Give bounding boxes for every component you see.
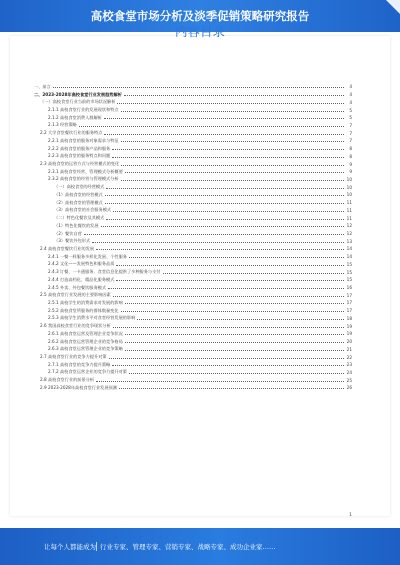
toc-dot-leader <box>53 87 344 88</box>
toc-entry[interactable] <box>34 299 352 307</box>
toc-dot-leader <box>112 157 344 158</box>
toc-dot-leader <box>121 165 344 166</box>
toc-entry-text: （1）特色化餐饮的发展 <box>54 222 99 228</box>
toc-entry-page: 7 <box>349 122 352 128</box>
toc-entry[interactable] <box>34 369 352 377</box>
toc-entry[interactable] <box>34 199 352 207</box>
toc-entry-text: （3）餐饮外包形式 <box>54 238 91 244</box>
toc-entry-text: 2.1.1 高校食堂行业的发展现状和特点 <box>48 107 119 113</box>
toc-entry[interactable] <box>34 207 352 215</box>
toc-entry[interactable] <box>34 315 352 323</box>
toc-entry[interactable] <box>34 137 352 145</box>
toc-entry-text: 2.2.3 高校食堂的服务特点和问题 <box>48 153 111 159</box>
toc-entry[interactable] <box>34 353 352 361</box>
toc-entry-page: 24 <box>346 369 352 375</box>
toc-entry-page: 10 <box>346 176 352 182</box>
toc-dot-leader <box>124 95 344 96</box>
toc-entry-text: 2.4.4 打造高档化、精品化服务模式 <box>48 276 115 282</box>
toc-entry-text: （二）特色化餐饮及其模式 <box>54 215 105 221</box>
toc-dot-leader <box>113 296 344 297</box>
footer-slogan-right: 行业专家、管理专家、营销专家、战略专家、成功企业家…… <box>100 543 276 551</box>
toc-entry-page: 4 <box>349 99 352 105</box>
toc-entry[interactable] <box>34 91 352 99</box>
toc-entry-page: 25 <box>346 377 352 383</box>
toc-entry[interactable] <box>34 214 352 222</box>
toc-entry[interactable] <box>34 152 352 160</box>
toc-dot-leader <box>105 203 344 204</box>
toc-entry[interactable] <box>34 160 352 168</box>
toc-entry[interactable] <box>34 276 352 284</box>
toc-entry-text: 2.4.2 文化——发展特色和服务品质 <box>48 261 115 267</box>
toc-entry-text: 2.3 高校食堂的运营方式与经营模式的变化 <box>40 161 120 167</box>
toc-dot-leader <box>108 288 344 289</box>
toc-entry-page: 23 <box>346 362 352 368</box>
toc-dot-leader <box>116 280 344 281</box>
toc-entry-text: 2.4.3 订餐、一卡通服务、食堂信息化提供了多种服务与支付 <box>48 269 161 275</box>
toc-entry-page: 5 <box>349 107 352 113</box>
toc-dot-leader <box>125 334 344 335</box>
toc-dot-leader <box>112 149 344 150</box>
toc-entry[interactable] <box>34 222 352 230</box>
toc-entry-text: 2.2 大学食堂餐饮行业的服务特点 <box>40 130 103 136</box>
toc-entry[interactable] <box>34 129 352 137</box>
toc-entry-text: 2.6.3 高校食堂运营管理企业的竞争策略 <box>48 346 123 352</box>
toc-entry-text: 2.2.1 高校食堂的服务对象需求与特征 <box>48 137 119 143</box>
toc-entry-text: 2.5.2 高校食堂所服务的群体数量变化 <box>48 307 119 313</box>
toc-entry[interactable] <box>34 191 352 199</box>
toc-entry-page: 4 <box>349 92 352 98</box>
toc-dot-leader <box>104 118 344 119</box>
toc-dot-leader <box>84 234 344 235</box>
toc-heading: 内容目录 <box>174 24 225 39</box>
toc-dot-leader <box>96 381 344 382</box>
toc-entry-text: 2.6.1 高校食堂运营及管理企业竞争状况 <box>48 330 123 336</box>
toc-entry-page: 17 <box>346 300 352 306</box>
toc-entry-page: 4 <box>349 84 352 90</box>
toc-dot-leader <box>101 226 344 227</box>
toc-entry-page: 9 <box>349 161 352 167</box>
toc-entry[interactable] <box>34 307 352 315</box>
footer-banner <box>0 528 400 565</box>
toc-entry-page: 7 <box>349 130 352 136</box>
toc-entry-text: 2.9 2023-2028年高校食堂行业发展预测 <box>40 384 117 390</box>
page-number: 1 <box>349 513 352 518</box>
toc-entry-text: 2.4.5 外卖、外包餐饮服务模式 <box>48 284 107 290</box>
toc-dot-leader <box>113 327 344 328</box>
toc-entry-page: 17 <box>346 292 352 298</box>
toc-entry[interactable] <box>34 261 352 269</box>
footer-divider <box>96 542 97 551</box>
toc-entry-text: 2.5.1 高校学生的消费需求对发展的影响 <box>48 299 123 305</box>
toc-entry-page: 14 <box>346 254 352 260</box>
toc-dot-leader <box>113 211 344 212</box>
toc-dot-leader <box>106 188 344 189</box>
toc-entry-page: 22 <box>346 354 352 360</box>
toc-entry[interactable] <box>34 338 352 346</box>
toc-entry[interactable] <box>34 253 352 261</box>
toc-entry-page: 17 <box>346 308 352 314</box>
toc-entry[interactable] <box>34 176 352 184</box>
toc-entry[interactable] <box>34 106 352 114</box>
toc-entry-text: 2.7.1 高校食堂的竞争力提升策略 <box>48 361 111 367</box>
toc-entry-page: 19 <box>346 331 352 337</box>
toc-dot-leader <box>109 358 344 359</box>
toc-entry-text: 2.3.2 高校食堂的经营与管理模式分析 <box>48 176 119 182</box>
toc-entry-page: 11 <box>346 215 352 221</box>
toc-entry[interactable] <box>34 330 352 338</box>
footer-slogan-left: 让每个人都能成为 <box>44 543 96 551</box>
toc-dot-leader <box>129 373 344 374</box>
toc-entry-text: 2.6 我国高校食堂行业的竞争现状分析 <box>40 323 111 329</box>
toc-dot-leader <box>125 303 344 304</box>
toc-entry[interactable] <box>34 291 352 299</box>
toc-dot-leader <box>125 350 344 351</box>
toc-dot-leader <box>106 219 344 220</box>
toc-entry-text: 2.7 高校食堂行业的竞争力提升对策 <box>40 354 107 360</box>
toc-entry-text: 2.3.1 高校食堂经营、管理模式分析概要 <box>48 168 123 174</box>
toc-entry[interactable] <box>34 237 352 245</box>
toc-dot-leader <box>129 257 344 258</box>
toc-entry-page: 19 <box>346 323 352 329</box>
toc-dot-leader <box>96 249 344 250</box>
toc-dot-leader <box>104 134 344 135</box>
toc-dot-leader <box>137 319 344 320</box>
toc-entry-text: 2.2.2 高校食堂的服务产品和服务 <box>48 145 111 151</box>
toc-dot-leader <box>121 311 344 312</box>
toc-dot-leader <box>125 342 344 343</box>
toc-dot-leader <box>105 195 344 196</box>
toc-entry-page: 26 <box>346 385 352 391</box>
toc-entry-page: 9 <box>349 169 352 175</box>
toc-entry-text: 2.4 高校食堂餐饮行业的发展 <box>40 245 95 251</box>
toc-dot-leader <box>121 180 344 181</box>
toc-dot-leader <box>79 126 344 127</box>
toc-entry[interactable] <box>34 284 352 292</box>
toc-entry-page: 14 <box>346 246 352 252</box>
toc-entry[interactable] <box>34 168 352 176</box>
toc-entry-text: （1）高校食堂的经营模式 <box>54 191 103 197</box>
toc-entry-page: 11 <box>346 200 352 206</box>
toc-entry[interactable] <box>34 98 352 106</box>
toc-entry-page: 10 <box>346 184 352 190</box>
toc-entry-text: 2.1.3 经营策略 <box>48 122 77 128</box>
toc-entry-page: 11 <box>346 207 352 213</box>
toc-entry[interactable] <box>34 230 352 238</box>
toc-entry-page: 13 <box>346 238 352 244</box>
toc-dot-leader <box>125 172 344 173</box>
toc-entry-page: 12 <box>346 231 352 237</box>
toc-entry-text: 一、前言 <box>34 83 51 89</box>
toc-dot-leader <box>92 242 344 243</box>
toc-dot-leader <box>112 365 344 366</box>
toc-entry-text: 2.5.3 高校学生消费水平对食堂经营发展的影响 <box>48 315 136 321</box>
toc-entry[interactable] <box>34 245 352 253</box>
toc-entry-page: 12 <box>346 223 352 229</box>
toc-entry-text: （一）高校食堂的经营模式 <box>54 184 105 190</box>
toc-entry-page: 8 <box>349 153 352 159</box>
report-title: 高校食堂市场分析及淡季促销策略研究报告 <box>90 9 310 23</box>
toc-entry-page: 5 <box>349 115 352 121</box>
toc-entry-text: 2.8 高校食堂行业的前景分析 <box>40 377 95 383</box>
toc-entry-page: 15 <box>346 277 352 283</box>
toc-entry[interactable] <box>34 361 352 369</box>
toc-entry-text: 2.5 高校食堂行业发展的主要影响因素 <box>40 292 111 298</box>
toc-dot-leader <box>116 265 344 266</box>
toc-entry[interactable] <box>34 83 352 91</box>
toc-entry-page: 20 <box>346 339 352 345</box>
toc-entry[interactable] <box>34 122 352 130</box>
toc-entry-page: 16 <box>346 285 352 291</box>
toc-entry-page: 7 <box>349 138 352 144</box>
toc-dot-leader <box>117 103 344 104</box>
toc-entry[interactable] <box>34 145 352 153</box>
toc-entry[interactable] <box>34 114 352 122</box>
toc-entry-page: 18 <box>346 315 352 321</box>
toc-entry-text: （2）餐饮自营 <box>54 230 82 236</box>
toc-entry[interactable] <box>34 376 352 384</box>
toc-entry-page: 10 <box>346 192 352 198</box>
toc-dot-leader <box>121 141 344 142</box>
toc-entry-page: 8 <box>349 146 352 152</box>
toc-entry-text: （一）高校食堂行业当前的市场状况解析 <box>40 99 116 105</box>
toc-entry-text: 2.6.2 高校食堂运营管理企业的竞争格局 <box>48 338 123 344</box>
toc-entry-text: 2.4.1 一餐一样服务多样化发展、个性服务 <box>48 253 127 259</box>
toc-entry-text: 2.1.2 高校食堂消费人群解析 <box>48 114 102 120</box>
toc-entry-text: （2）高校食堂的管理模式 <box>54 199 103 205</box>
toc-entry[interactable] <box>34 345 352 353</box>
toc-entry[interactable] <box>34 183 352 191</box>
toc-entry-text: （3）高校食堂的社会服务模式 <box>54 207 112 213</box>
toc-list <box>34 83 352 392</box>
toc-entry[interactable] <box>34 384 352 392</box>
toc-entry-text: 二、2023-2028年高校食堂行业发展趋势解析 <box>34 91 122 97</box>
toc-entry[interactable] <box>34 322 352 330</box>
toc-entry-text: 2.7.2 高校食堂运营企业的竞争力提升对策 <box>48 369 127 375</box>
toc-entry-page: 21 <box>346 346 352 352</box>
toc-entry[interactable] <box>34 268 352 276</box>
toc-dot-leader <box>121 111 344 112</box>
toc-entry-page: 15 <box>346 269 352 275</box>
toc-entry-page: 15 <box>346 261 352 267</box>
toc-dot-leader <box>163 273 345 274</box>
corner-fold-decoration <box>386 0 400 14</box>
toc-dot-leader <box>119 388 344 389</box>
